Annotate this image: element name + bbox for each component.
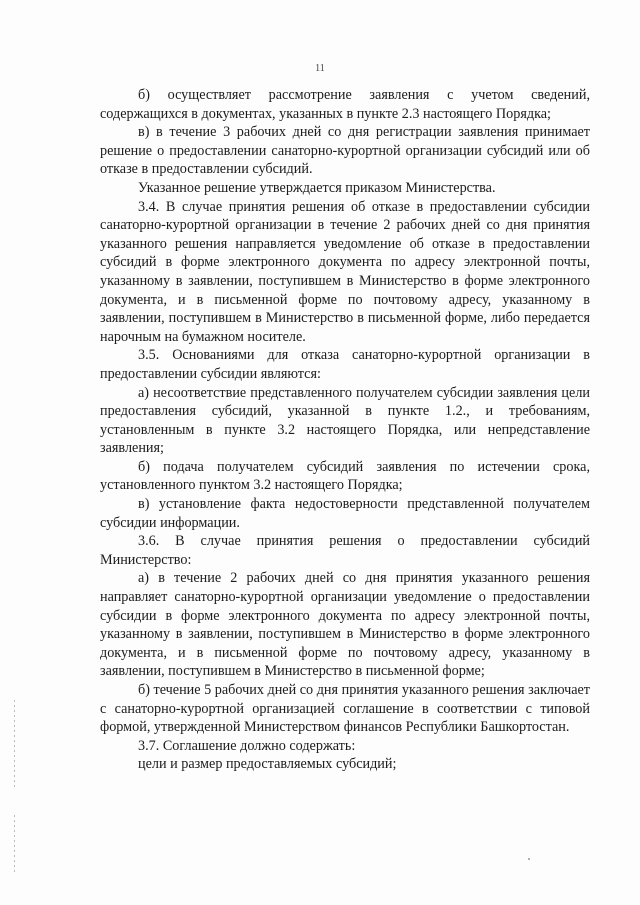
scan-speck	[528, 858, 530, 860]
paragraph-3-4: 3.4. В случае принятия решения об отказе в предоставлении субсидии санаторно-курортной организации в течение 2 рабочих дней со дня принятия указанного решения направляется уведомление об отказе в предоставлении субсидий в форме электронного документа по адресу электронной почты, указанному в заявлении, поступившем в Министерство в форме электронного документа, и в письменной форме по почтовому адресу, указанному в заявлении, поступившем в Министерство в письменной форме, либо передается нарочным на бумажном носителе.	[100, 198, 590, 345]
paragraph-3-5-b: б) подача получателем субсидий заявления по истечении срока, установленного пунктом 3.2 настоящего Порядка;	[100, 458, 590, 494]
paragraph-3-5: 3.5. Основаниями для отказа санаторно-курортной организации в предоставлении субсидии являются:	[100, 347, 590, 382]
paragraph-3-6-b: б) течение 5 рабочих дней со дня принятия указанного решения заключает с санаторно-курортной организацией соглашение в соответствии с типовой формой, утвержденной Министерством финансов Республики Башкортостан.	[100, 682, 590, 736]
paragraph-3-7: 3.7. Соглашение должно содержать:	[138, 737, 356, 754]
paragraph-decision-approved: Указанное решение утверждается приказом Министерства.	[138, 179, 496, 196]
scan-margin-mark	[14, 700, 15, 790]
document-body	[100, 86, 590, 774]
page-number: 11	[315, 63, 325, 74]
paragraph-v-decision: в) в течение 3 рабочих дней со дня регистрации заявления принимает решение о предоставлении санаторно-курортной организации субсидий или об отказе в предоставлении субсидий.	[100, 124, 590, 178]
paragraph-3-6-a: а) в течение 2 рабочих дней со дня принятия указанного решения направляет санаторно-курортной организации уведомление о предоставлении субсидии в форме электронного документа по адресу электронной почты, указанному в заявлении, поступившем в Министерство в форме электронного документа, и в письменной форме по почтовому адресу, указанному в заявлении, поступившем в Министерство в письменной форме;	[100, 570, 590, 680]
paragraph-3-5-v: в) установление факта недостоверности представленной получателем субсидии информации.	[100, 496, 590, 531]
paragraph-3-6: 3.6. В случае принятия решения о предоставлении субсидий Министерство:	[100, 533, 590, 568]
scan-margin-mark	[14, 815, 15, 875]
paragraph-3-5-a: а) несоответствие представленного получателем субсидии заявления цели предоставления субсидий, указанной в пункте 1.2., и требованиям, установленным в пункте 3.2 настоящего Порядка, или непредставление заявления;	[100, 384, 590, 457]
paragraph-b-review: б) осуществляет рассмотрение заявления с учетом сведений, содержащихся в документах, указанных в пункте 2.3 настоящего Порядка;	[100, 87, 590, 122]
paragraph-3-7-item: цели и размер предоставляемых субсидий;	[138, 756, 397, 773]
